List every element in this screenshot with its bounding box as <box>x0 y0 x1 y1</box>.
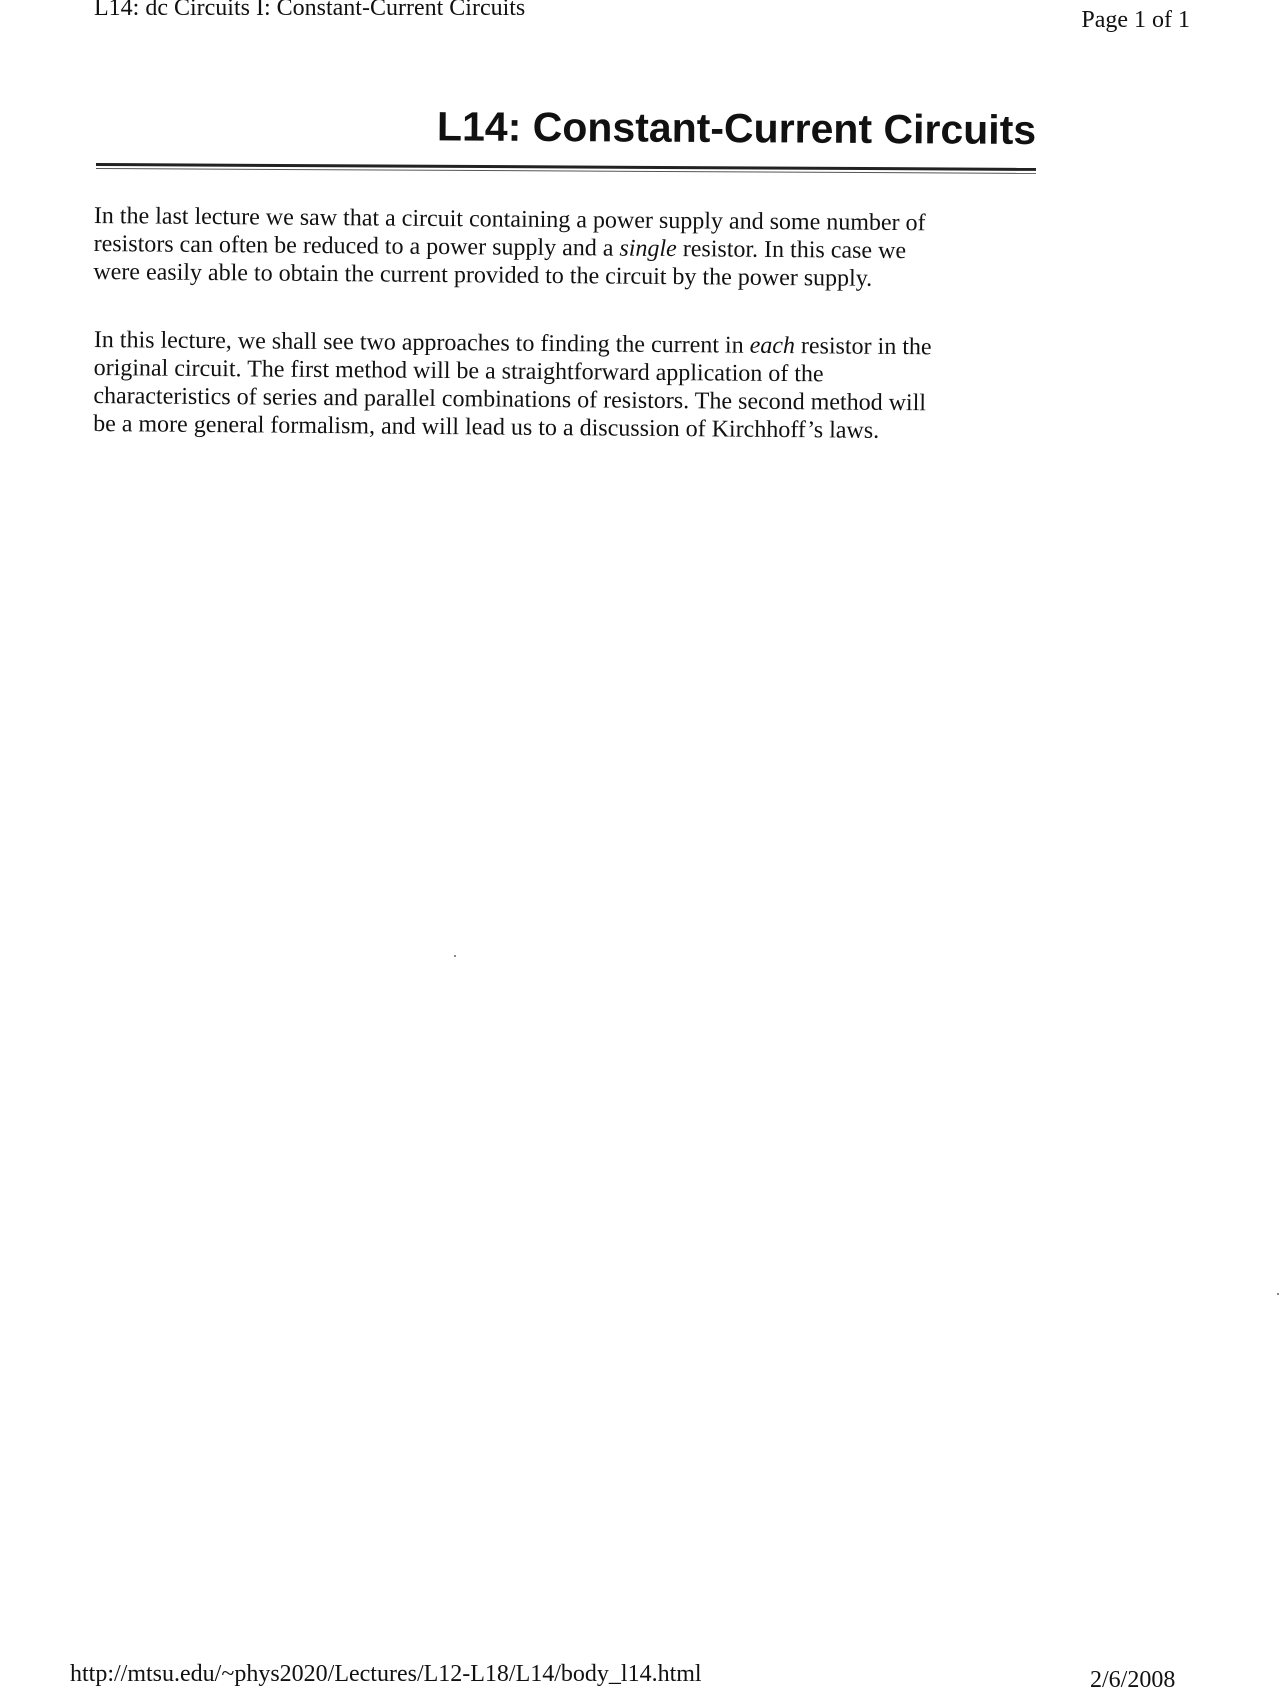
text-run: were easily able to obtain the current provided to the circuit by the power supply. <box>93 258 873 292</box>
text-run: original circuit. The first method will be a straightforward application of the <box>93 354 824 388</box>
running-header-title: L14: dc Circuits I: Constant-Current Circuits <box>94 0 526 21</box>
text-run: In this lecture, we shall see two approaches to finding the current in <box>93 326 750 359</box>
page-title: L14: Constant-Current Circuits <box>436 103 1037 153</box>
text-run: be a more general formalism, and will lead us to a discussion of Kirchhoff’s laws. <box>93 410 880 444</box>
intro-paragraph <box>93 202 1034 294</box>
scan-speck <box>1277 1293 1279 1295</box>
emphasis-each: each <box>749 332 796 360</box>
text-run: In the last lecture we saw that a circuit containing a power supply and some number of <box>93 202 926 237</box>
approach-paragraph <box>93 326 1034 446</box>
text-run: characteristics of series and parallel combinations of resistors. The second method will <box>93 382 927 417</box>
footer-url: http://mtsu.edu/~phys2020/Lectures/L12-L18/L14/body_l14.html <box>70 1661 702 1687</box>
title-rule <box>96 163 1036 174</box>
footer-date: 2/6/2008 <box>1090 1667 1176 1693</box>
scan-speck <box>454 955 456 957</box>
page-number: Page 1 of 1 <box>1081 7 1190 33</box>
text-run: resistor in the <box>794 333 932 361</box>
text-run: resistor. In this case we <box>676 236 907 265</box>
emphasis-single: single <box>619 235 677 263</box>
title-block <box>96 103 1037 180</box>
text-run: resistors can often be reduced to a power supply and a <box>93 230 620 262</box>
